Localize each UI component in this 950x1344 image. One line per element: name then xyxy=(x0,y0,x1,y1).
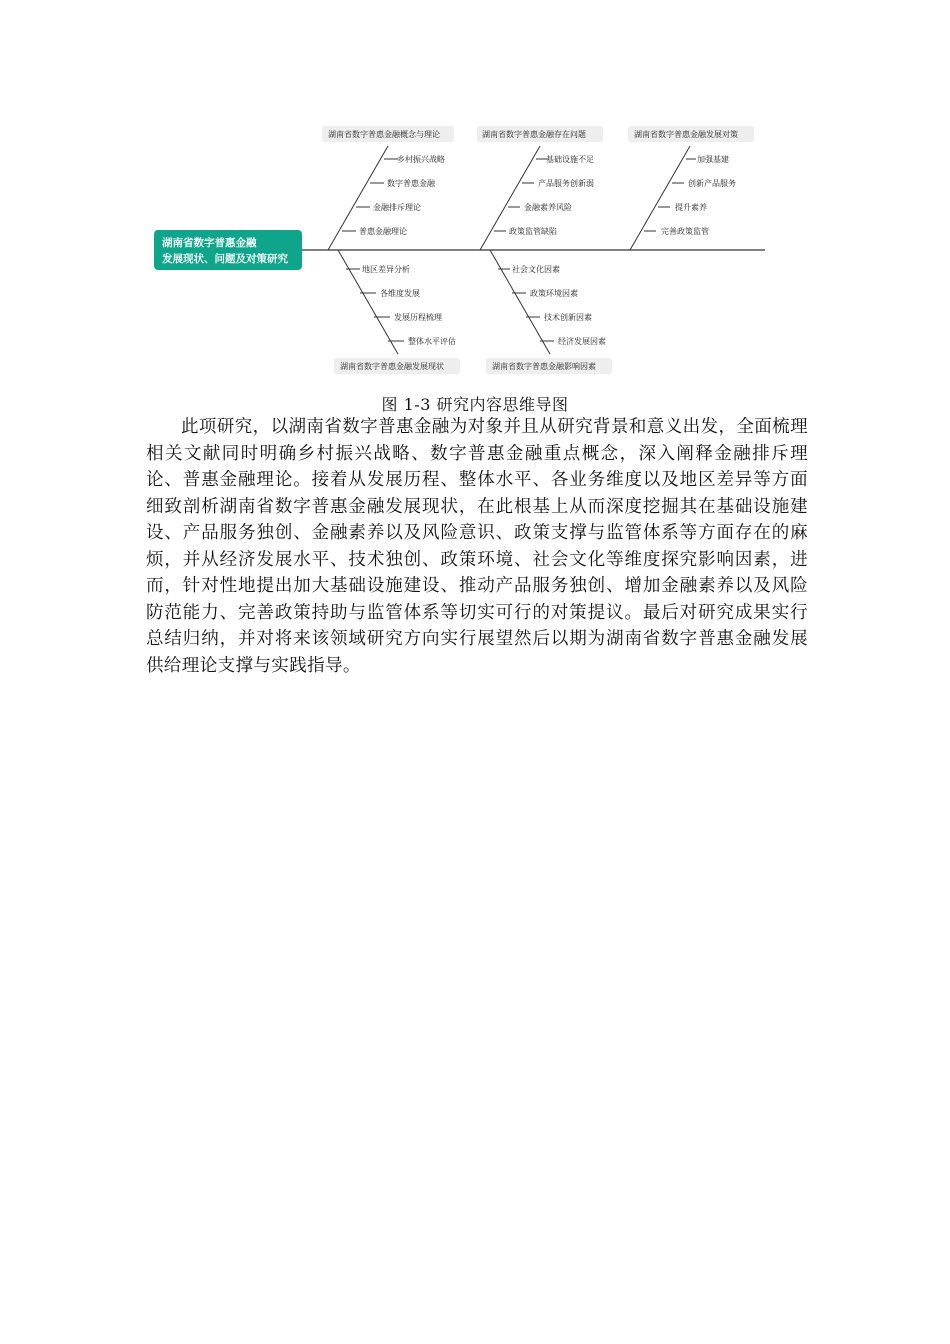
category-label: 湖南省数字普惠金融概念与理论 xyxy=(328,130,440,139)
item-label: 提升素养 xyxy=(675,203,707,212)
item-label: 乡村振兴战略 xyxy=(397,155,445,164)
fishbone-diagram xyxy=(0,0,950,380)
item-label: 数字普惠金融 xyxy=(387,179,435,188)
item-label: 发展历程梳理 xyxy=(394,313,442,322)
top-category-countermeasures xyxy=(628,126,754,250)
item-label: 地区差异分析 xyxy=(362,265,410,274)
diagram-head-line1: 湖南省数字普惠金融 xyxy=(162,237,257,249)
item-label: 普惠金融理论 xyxy=(359,227,407,236)
category-label: 湖南省数字普惠金融存在问题 xyxy=(482,130,586,139)
item-label: 创新产品服务 xyxy=(688,179,736,188)
item-label: 技术创新因素 xyxy=(544,313,592,322)
figure-caption: 图 1-3 研究内容思维导图 xyxy=(381,395,569,414)
body-paragraph: 此项研究，以湖南省数字普惠金融为对象并且从研究背景和意义出发，全面梳理相关文献同时明确乡村振兴战略、数字普惠金融重点概念，深入阐释金融排斥理论、普惠金融理论。接着从发展历程、整体水平、各业务维度以及地区差异等方面细致剖析湖南省数字普惠金融发展现状，在此根基上从而深度挖掘其在基础设施建设、产品服务独创、金融素养以及风险意识、政策支撑与监管体系等方面存在的麻烦，并从经济发展水平、技术独创、政策环境、社会文化等维度探究影响因素，进而，针对性地提出加大基础设施建设、推动产品服务独创、增加金融素养以及风险防范能力、完善政策持助与监管体系等切实可行的对策提议。最后对研究成果实行总结归纳，并对将来该领域研究方向实行展望然后以期为湖南省数字普惠金融发展供给理论支撑与实践指导。 xyxy=(146,417,808,676)
item-label: 基础设施不足 xyxy=(546,155,594,164)
category-label: 湖南省数字普惠金融发展对策 xyxy=(634,130,738,139)
item-label: 政策环境因素 xyxy=(530,289,578,298)
diagram-head xyxy=(154,230,302,270)
item-label: 加强基建 xyxy=(697,155,729,164)
bottom-category-factors xyxy=(486,250,612,374)
top-category-concepts xyxy=(322,126,454,250)
item-label: 整体水平评估 xyxy=(408,337,456,346)
item-label: 政策监管缺陷 xyxy=(509,227,557,236)
category-label: 湖南省数字普惠金融发展现状 xyxy=(340,362,444,371)
item-label: 经济发展因素 xyxy=(558,337,606,346)
category-label: 湖南省数字普惠金融影响因素 xyxy=(492,362,596,371)
item-label: 社会文化因素 xyxy=(512,265,560,274)
item-label: 金融素养风险 xyxy=(524,203,572,212)
item-label: 金融排斥理论 xyxy=(373,203,421,212)
item-label: 完善政策监管 xyxy=(661,227,709,236)
item-label: 各维度发展 xyxy=(380,289,420,298)
top-category-problems xyxy=(477,126,603,250)
item-label: 产品服务创新弱 xyxy=(538,179,594,188)
diagram-head-line2: 发展现状、问题及对策研究 xyxy=(162,253,288,265)
bottom-category-status xyxy=(334,250,460,374)
